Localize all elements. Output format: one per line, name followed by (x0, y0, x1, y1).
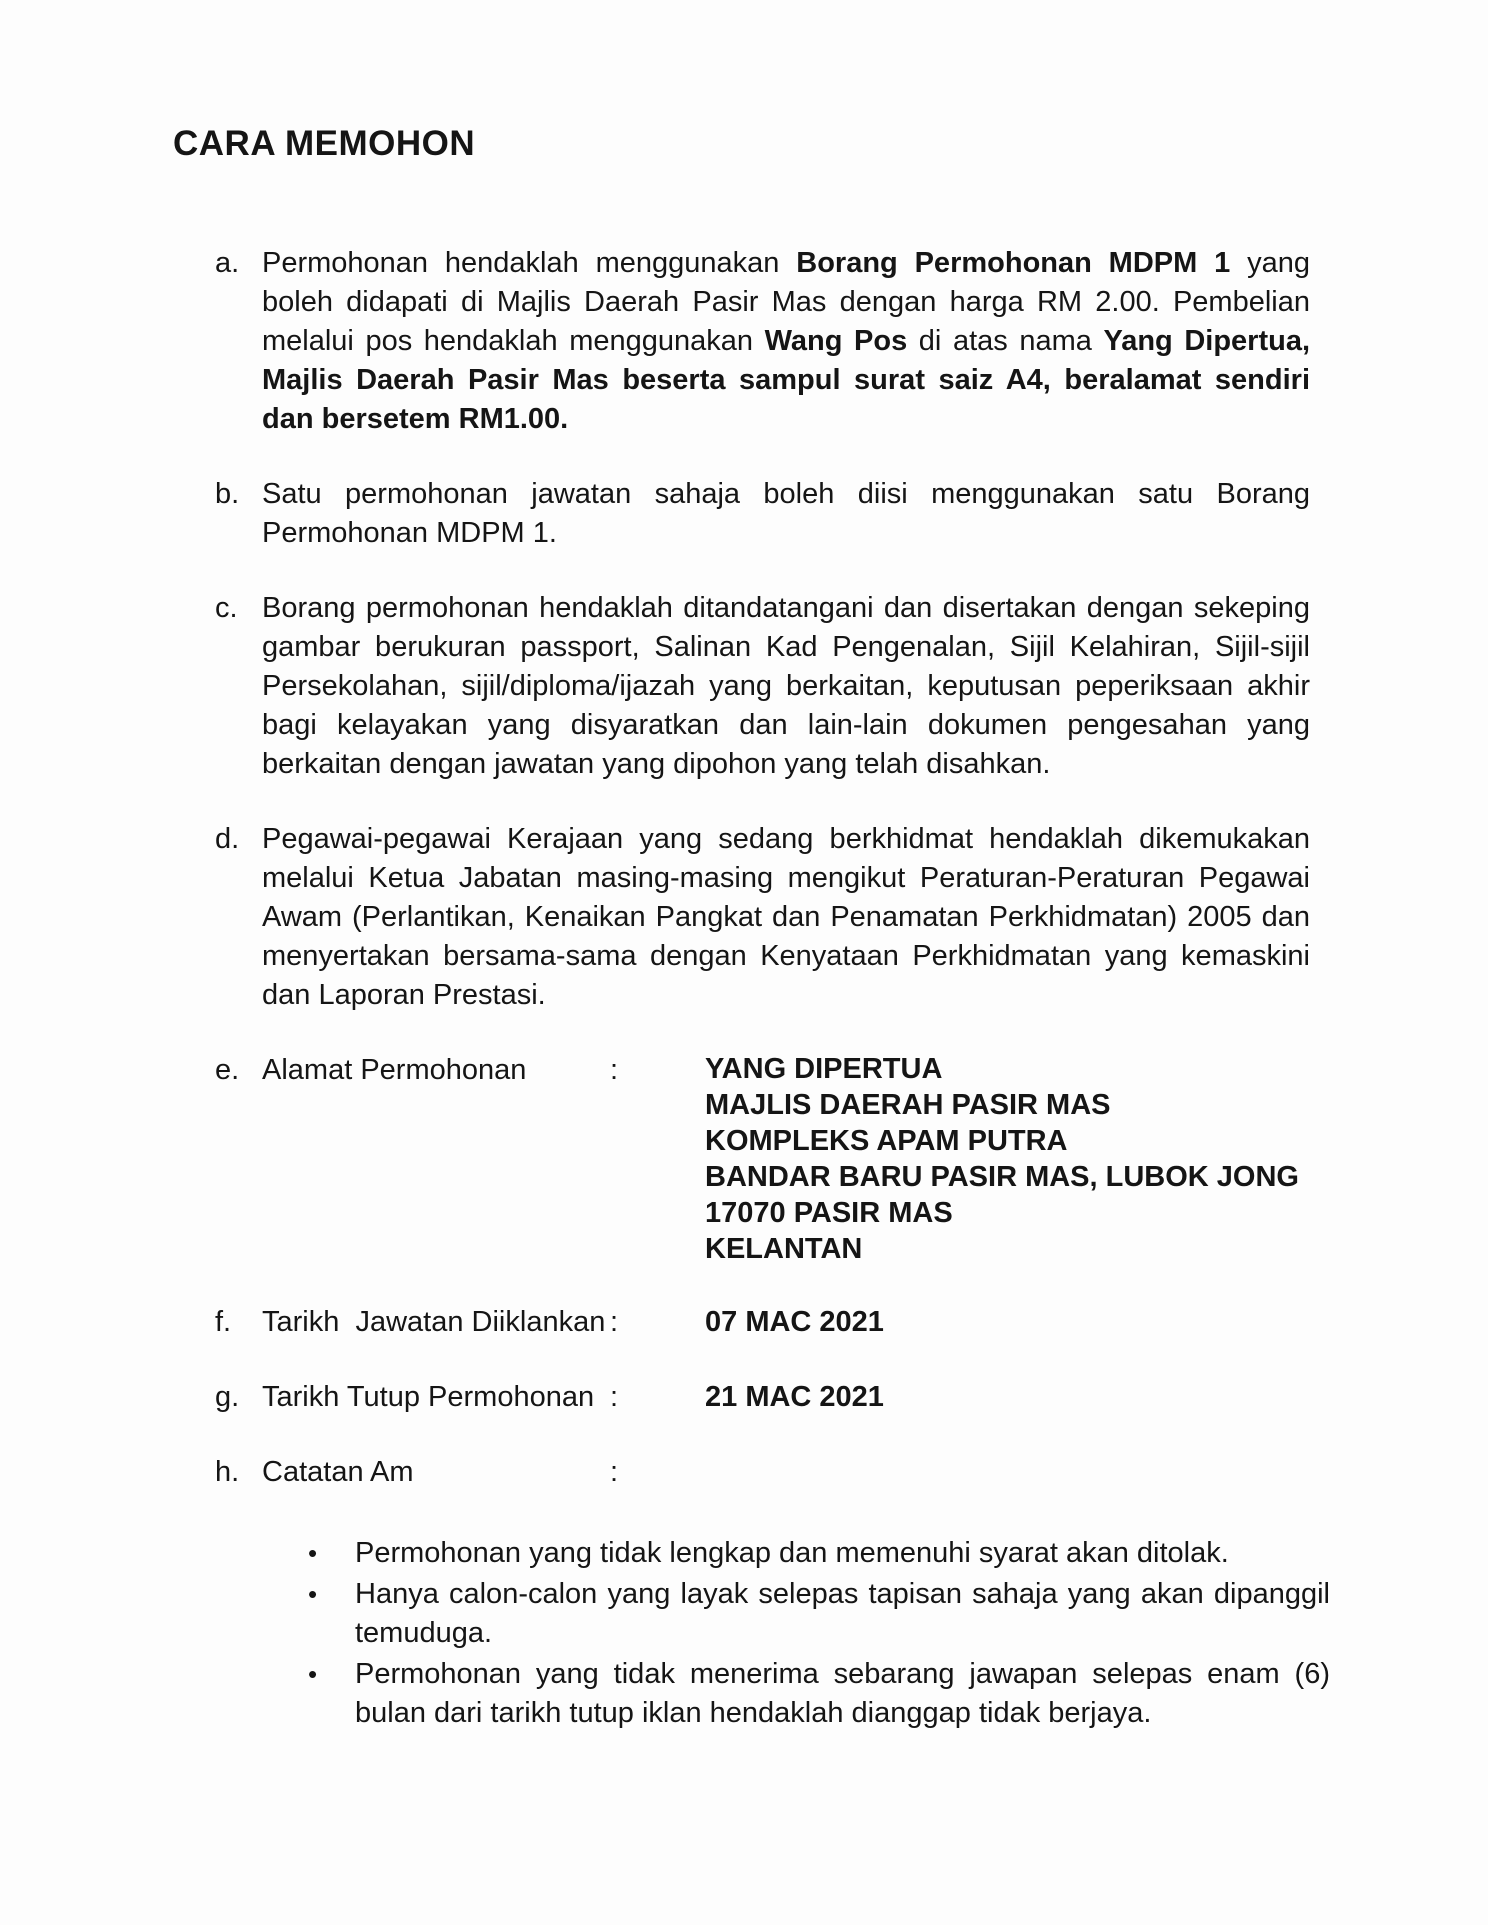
list-marker-e: e. (215, 1054, 240, 1086)
field-value-closing-date: 21 MAC 2021 (705, 1381, 884, 1413)
bullet-icon: • (308, 1538, 318, 1568)
address-block (705, 1051, 1299, 1267)
field-value-advertised-date: 07 MAC 2021 (705, 1306, 884, 1338)
field-row-advertised-date (215, 1303, 1330, 1342)
address-line: YANG DIPERTUA (705, 1053, 943, 1085)
list-marker-c: c. (215, 592, 238, 624)
list-marker-b: b. (215, 478, 240, 510)
field-row-address (215, 1051, 1330, 1267)
note-item (308, 1575, 1330, 1653)
field-label-advertised-date: Tarikh Jawatan Diiklankan (262, 1306, 606, 1338)
note-item (308, 1534, 1330, 1573)
list-item-c (215, 589, 1330, 784)
field-label-closing-date: Tarikh Tutup Permohonan (262, 1381, 595, 1413)
document-title: CARA MEMOHON (173, 124, 476, 163)
address-line: 17070 PASIR MAS (705, 1197, 953, 1229)
bullet-icon: • (308, 1659, 318, 1689)
note-text: Permohonan yang tidak lengkap dan memenuhi syarat akan ditolak. (355, 1537, 1229, 1569)
colon-separator: : (610, 1381, 619, 1413)
notes-list (308, 1534, 1330, 1733)
address-line: KOMPLEKS APAM PUTRA (705, 1125, 1068, 1157)
field-label-general-notes: Catatan Am (262, 1456, 414, 1488)
colon-separator: : (610, 1054, 619, 1086)
paragraph-b: Satu permohonan jawatan sahaja boleh diisi menggunakan satu Borang Permohonan MDPM 1. (262, 478, 1310, 549)
list-marker-h: h. (215, 1456, 240, 1488)
note-text: Hanya calon-calon yang layak selepas tapisan sahaja yang akan dipanggil temuduga. (355, 1578, 1330, 1649)
note-text: Permohonan yang tidak menerima sebarang jawapan selepas enam (6) bulan dari tarikh tutup iklan hendaklah dianggap tidak berjaya. (355, 1658, 1330, 1729)
list-marker-f: f. (215, 1306, 232, 1338)
field-row-closing-date (215, 1378, 1330, 1417)
field-label-address: Alamat Permohonan (262, 1054, 527, 1086)
colon-separator: : (610, 1306, 619, 1338)
address-line: MAJLIS DAERAH PASIR MAS (705, 1089, 1111, 1121)
colon-separator: : (610, 1456, 619, 1488)
address-line: BANDAR BARU PASIR MAS, LUBOK JONG (705, 1161, 1299, 1193)
list-item-d (215, 820, 1330, 1015)
note-item (308, 1655, 1330, 1733)
paragraph-d: Pegawai-pegawai Kerajaan yang sedang berkhidmat hendaklah dikemukakan melalui Ketua Jabatan masing-masing mengikut Peraturan-Peraturan Pegawai Awam (Perlantikan, Kenaikan Pangkat dan Penamatan Perkhidmatan) 2005 dan menyertakan bersama-sama dengan Kenyataan Perkhidmatan yang kemaskini dan Laporan Prestasi. (262, 823, 1310, 1011)
list-marker-d: d. (215, 823, 240, 855)
list-item-a (215, 244, 1330, 439)
bullet-icon: • (308, 1579, 318, 1609)
list-item-b (215, 475, 1330, 553)
list-marker-a: a. (215, 247, 240, 279)
address-line: KELANTAN (705, 1233, 863, 1265)
field-row-general-notes (215, 1453, 1330, 1492)
list-marker-g: g. (215, 1381, 240, 1413)
paragraph-a: Permohonan hendaklah menggunakan Borang Permohonan MDPM 1 yang boleh didapati di Majlis Daerah Pasir Mas dengan harga RM 2.00. Pembelian melalui pos hendaklah menggunakan Wang Pos di atas nama Yang Dipertua, Majlis Daerah Pasir Mas beserta sampul surat saiz A4, beralamat sendiri dan bersetem RM1.00. (262, 247, 1311, 435)
paragraph-c: Borang permohonan hendaklah ditandatangani dan disertakan dengan sekeping gambar berukuran passport, Salinan Kad Pengenalan, Sijil Kelahiran, Sijil-sijil Persekolahan, sijil/diploma/ijazah yang berkaitan, keputusan peperiksaan akhir bagi kelayakan yang disyaratkan dan lain-lain dokumen pengesahan yang berkaitan dengan jawatan yang dipohon yang telah disahkan. (262, 592, 1310, 780)
